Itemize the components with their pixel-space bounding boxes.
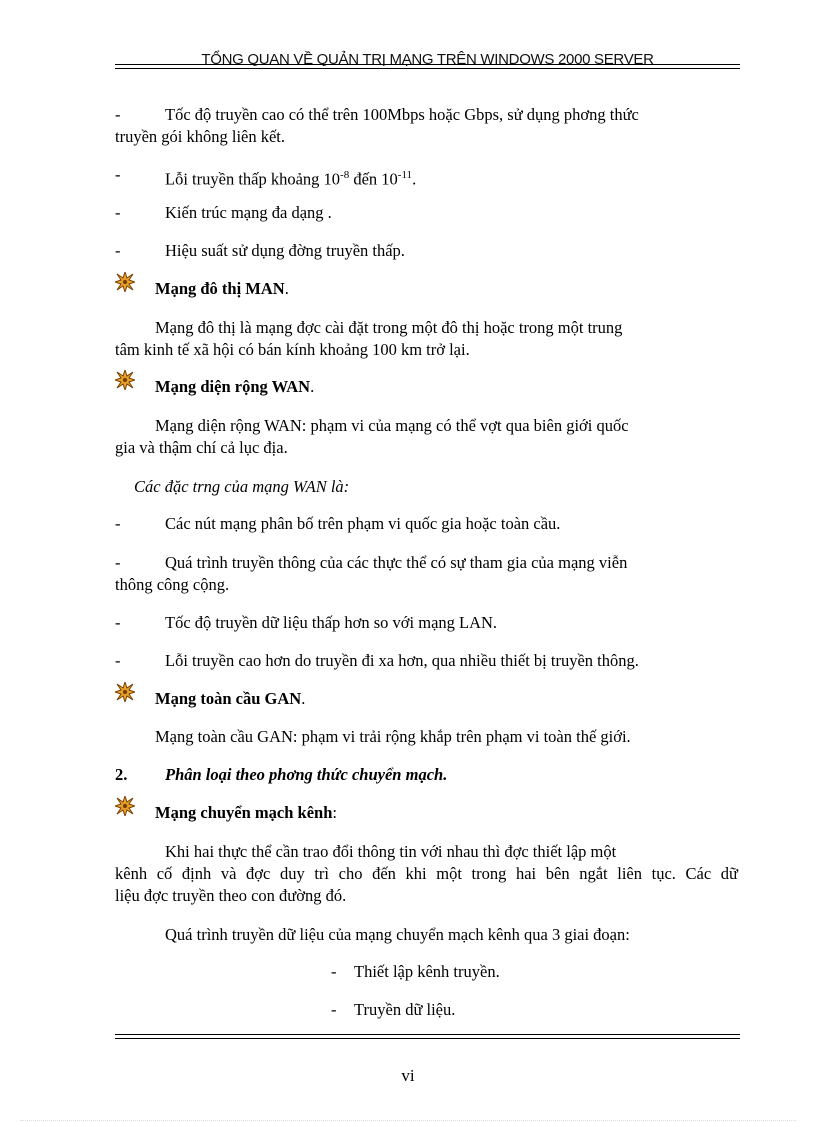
features-title: Các đặc trng của mạng WAN là: [134,477,350,496]
list-dash: - [331,1000,337,1019]
paragraph-line: kênh cố định và đợc duy trì cho đến khi một trong hai bên ngắt liên tục. Các dữ [115,864,738,883]
running-header-title: TỔNG QUAN VỀ QUẢN TRỊ MẠNG TRÊN WINDOWS 2000 SERVER [201,51,654,66]
paragraph-line: liệu đợc truyền theo con đường đó. [115,886,347,905]
star-bullet-icon [115,370,135,390]
section-heading [155,688,305,710]
paragraph: Mạng toàn cầu GAN: phạm vi trải rộng khắp trên phạm vi toàn thế giới. [155,727,631,746]
header-rule [115,64,740,69]
heading-text: Mạng diện rộng WAN [155,377,311,396]
heading-suffix: . [284,279,289,298]
list-item-line: Lỗi truyền thấp khoảng 10 [165,169,341,189]
paragraph-line: tâm kinh tế xã hội có bán kính khoảng 100 km trở lại. [115,340,470,359]
superscript: -11 [397,169,413,181]
list-item-line: . [412,169,417,189]
section-number: 2. [115,765,128,784]
list-item-text: Thiết lập kênh truyền. [354,962,500,981]
list-item-text: Truyền dữ liệu. [354,1000,456,1019]
list-item-line: Quá trình truyền thông của các thực thể có sự tham gia của mạng viễn [165,553,628,572]
list-dash: - [115,203,121,222]
heading-text: Mạng đô thị MAN [155,279,285,298]
section-heading [155,278,289,300]
paragraph-line: Mạng diện rộng WAN: phạm vi của mạng có thể vợt qua biên giới quốc [155,416,629,435]
stages-intro: Quá trình truyền dữ liệu của mạng chuyển mạch kênh qua 3 giai đoạn: [165,925,630,944]
superscript: -8 [340,169,350,181]
list-dash: - [115,514,121,533]
list-dash: - [331,962,337,981]
list-dash: - [115,165,121,184]
star-bullet-icon [115,796,135,816]
list-item-text: Lỗi truyền cao hơn do truyền đi xa hơn, qua nhiều thiết bị truyền thông. [165,651,639,670]
paragraph-line: Mạng đô thị là mạng đợc cài đặt trong một đô thị hoặc trong một trung [155,318,623,337]
list-dash: - [115,651,121,670]
page-number: vi [401,1066,415,1085]
paragraph-line: gia và thậm chí cả lục địa. [115,438,288,457]
heading-suffix: . [301,689,306,708]
list-item-line: đến 10 [349,169,398,189]
list-item-line: Tốc độ truyền cao có thể trên 100Mbps hoặc Gbps, sử dụng phơng thức [165,105,639,124]
section-heading [155,376,314,398]
list-item-text: Tốc độ truyền dữ liệu thấp hơn so với mạng LAN. [165,613,498,632]
list-dash: - [115,553,121,572]
star-bullet-icon [115,272,135,292]
paragraph [115,317,738,339]
list-item-text [165,164,416,191]
paragraph [115,415,738,437]
list-dash: - [115,241,121,260]
section-heading [155,802,337,824]
list-item-text: Kiến trúc mạng đa dạng . [165,203,332,222]
heading-suffix: . [310,377,315,396]
list-item-text [115,104,738,126]
paragraph-line: Khi hai thực thể cần trao đổi thông tin với nhau thì đợc thiết lập một [165,842,617,861]
list-item-text: Các nút mạng phân bố trên phạm vi quốc gia hoặc toàn cầu. [165,514,561,533]
star-bullet-icon [115,682,135,702]
list-item-continuation: truyền gói không liên kết. [115,127,286,146]
heading-text: Mạng toàn cầu GAN [155,689,302,708]
heading-text: Mạng chuyển mạch kênh [155,803,333,822]
page-bottom-border [20,1120,796,1121]
footer-rule [115,1034,740,1039]
paragraph [115,863,738,885]
list-dash: - [115,105,121,124]
heading-suffix: : [332,803,337,822]
list-item-continuation: thông công cộng. [115,575,230,594]
section-title: Phân loại theo phơng thức chuyển mạch. [165,765,448,784]
list-item-text [115,552,738,574]
list-item-text: Hiệu suất sử dụng đờng truyền thấp. [165,241,405,260]
list-dash: - [115,613,121,632]
paragraph [115,841,738,863]
